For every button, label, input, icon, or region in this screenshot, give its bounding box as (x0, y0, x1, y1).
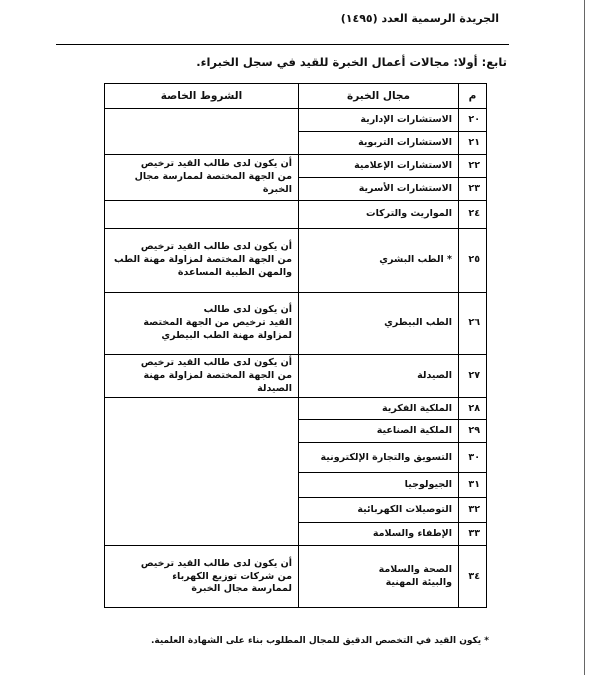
row-conditions: أن يكون لدى طالب القيد ترخيص من الجهة المختصة لمزاولة مهنة الطب البيطري (105, 293, 299, 355)
row-num: ٣١ (459, 473, 487, 498)
header-num: م (459, 84, 487, 109)
row-field: الاستشارات الإدارية (299, 109, 459, 132)
table-row (105, 355, 487, 398)
row-field: * الطب البشري (299, 229, 459, 293)
row-field: الاستشارات الإعلامية (299, 155, 459, 178)
row-num: ٢٠ (459, 109, 487, 132)
row-conditions: أن يكون لدى طالب القيد ترخيص من الجهة المختصة لمزاولة مهنة الصيدلة (105, 355, 299, 398)
table-header-row (105, 84, 487, 109)
row-num: ٢٩ (459, 420, 487, 443)
table-row (105, 155, 487, 178)
section-title: تابع: أولا: مجالات أعمال الخبرة للقيد في سجل الخبراء. (196, 55, 507, 69)
row-field: الاستشارات الأسرية (299, 178, 459, 201)
row-field: الإطفاء والسلامة (299, 523, 459, 546)
row-conditions-empty (105, 398, 299, 546)
row-field: المواريث والتركات (299, 201, 459, 229)
header-conditions: الشروط الخاصة (105, 84, 299, 109)
row-num: ٢٧ (459, 355, 487, 398)
row-conditions-empty (105, 201, 299, 229)
table-row (105, 201, 487, 229)
row-field: التسويق والتجارة الإلكترونية (299, 443, 459, 473)
table-row (105, 109, 487, 132)
row-conditions: أن يكون لدى طالب القيد ترخيص من الجهة المختصة لممارسة مجال الخبرة (105, 155, 299, 201)
row-field: الطب البيطري (299, 293, 459, 355)
row-conditions-empty (105, 109, 299, 155)
row-num: ٣٣ (459, 523, 487, 546)
table-row (105, 546, 487, 608)
row-num: ٣٠ (459, 443, 487, 473)
running-title: الجريدة الرسمية العدد (١٤٩٥) (340, 12, 499, 25)
row-num: ٢٢ (459, 155, 487, 178)
row-num: ٢٥ (459, 229, 487, 293)
row-field: الاستشارات التربوية (299, 132, 459, 155)
row-field: الملكية الفكرية (299, 398, 459, 420)
row-num: ٣٤ (459, 546, 487, 608)
row-num: ٣٢ (459, 498, 487, 523)
table-row (105, 293, 487, 355)
footnote: * يكون القيد في التخصص الدقيق للمجال المطلوب بناء على الشهادة العلمية. (150, 636, 489, 646)
table-row (105, 398, 487, 420)
row-field: الجيولوجيا (299, 473, 459, 498)
row-field: التوصيلات الكهربائية (299, 498, 459, 523)
row-num: ٢٤ (459, 201, 487, 229)
row-field: الصحة والسلامة والبيئة المهنية (299, 546, 459, 608)
header-field: مجال الخبرة (299, 84, 459, 109)
side-rule (584, 0, 585, 675)
row-num: ٢٦ (459, 293, 487, 355)
row-num: ٢١ (459, 132, 487, 155)
expertise-table (104, 83, 487, 608)
row-field: الملكية الصناعية (299, 420, 459, 443)
row-conditions: أن يكون لدى طالب القيد ترخيص من الجهة المختصة لمزاولة مهنة الطب والمهن الطبية المساعدة (105, 229, 299, 293)
row-conditions: أن يكون لدى طالب القيد ترخيص من شركات توزيع الكهرباء لممارسة مجال الخبرة (105, 546, 299, 608)
table-row (105, 229, 487, 293)
row-num: ٢٨ (459, 398, 487, 420)
header-rule (56, 44, 509, 45)
row-field: الصيدلة (299, 355, 459, 398)
row-num: ٢٣ (459, 178, 487, 201)
